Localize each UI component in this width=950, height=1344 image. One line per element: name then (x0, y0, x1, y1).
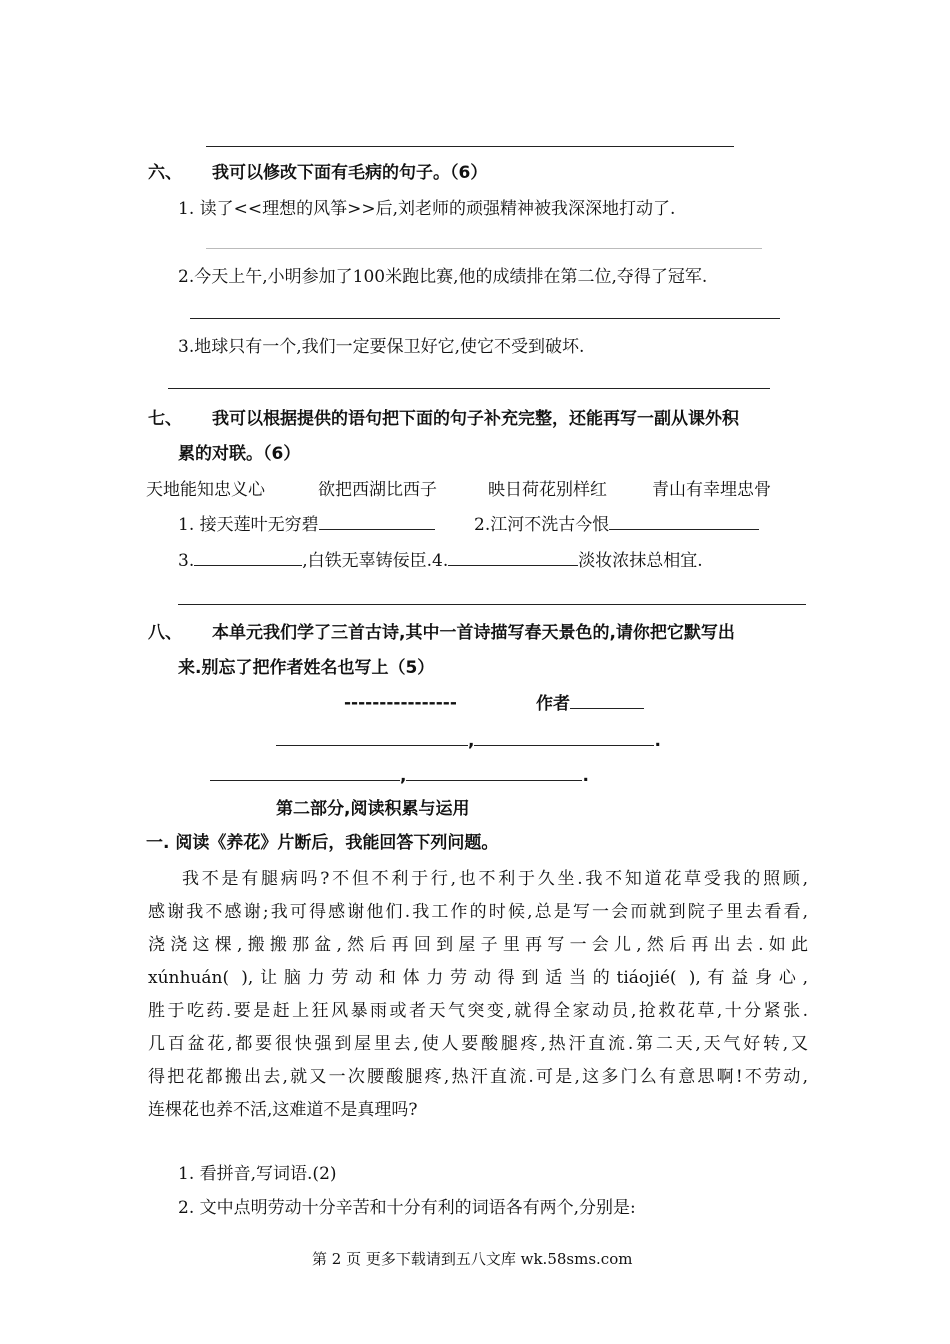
poem-line-1 (276, 729, 661, 752)
section-8-title-line-2: 来.别忘了把作者姓名也写上（5） (178, 658, 435, 678)
couplet-q2-text: 2.江河不洗古今恨 (474, 515, 610, 535)
passage-line: 得把花都搬出去,就又一次腰酸腿疼,热汗直流.可是,这多门么有意思啊!不劳动, (148, 1067, 808, 1087)
passage-line: xúnhuán( ),让脑力劳动和体力劳动得到适当的tiáojié( ),有益身心, (148, 968, 808, 988)
poem-line-1-blank-a[interactable] (276, 729, 468, 746)
poem-line-2-comma: , (400, 766, 407, 786)
option-3: 映日荷花别样红 (488, 480, 607, 500)
section-6-sentence-3: 3.地球只有一个,我们一定要保卫好它,使它不受到破坏. (178, 337, 585, 357)
passage-line: 连棵花也养不活,这难道不是真理吗? (148, 1100, 418, 1120)
section-7-number: 七、 (148, 409, 182, 429)
section-6-number: 六、 (148, 163, 182, 183)
couplet-q1-text: 1. 接天莲叶无穷碧 (178, 515, 319, 535)
couplet-question-3-4 (178, 549, 703, 572)
answer-line-7 (178, 604, 806, 605)
couplet-question-1 (178, 513, 435, 536)
answer-line-6-2 (190, 318, 780, 319)
answer-line-6-1 (206, 248, 762, 249)
passage-line: 几百盆花,都要很快强到屋里去,使人要酸腿疼,热汗直流.第二天,天气好转,又 (148, 1034, 808, 1054)
passage-line: 浇浇这棵,搬搬那盆,然后再回到屋子里再写一会儿,然后再出去.如此 (148, 935, 808, 955)
passage-line: 感谢我不感谢;我可得感谢他们.我工作的时候,总是写一会而就到院子里去看看, (148, 902, 808, 922)
passage-line: 胜于吃药.要是赶上狂风暴雨或者天气突变,就得全家动员,抢救花草,十分紧张. (148, 1001, 808, 1021)
reading-passage (148, 863, 808, 1127)
poem-line-1-comma: , (468, 731, 475, 751)
poem-author (536, 692, 644, 715)
author-blank[interactable] (570, 692, 644, 709)
answer-line-top (206, 146, 734, 147)
section-8-number: 八、 (148, 623, 182, 643)
section-6-sentence-2: 2.今天上午,小明参加了100米跑比赛,他的成绩排在第二位,夺得了冠军. (178, 267, 708, 287)
couplet-q3-number: 3. (178, 551, 195, 571)
section-7-title-line-2: 累的对联。（6） (178, 444, 301, 464)
poem-line-2 (210, 764, 589, 787)
couplet-question-2 (474, 513, 759, 536)
page-footer: 第 2 页 更多下载请到五八文库 wk.58sms.com (312, 1250, 633, 1268)
part-2-heading: 第二部分,阅读积累与运用 (276, 799, 470, 819)
reading-sub-question-1: 1. 看拼音,写词语.(2) (178, 1164, 337, 1184)
couplet-q4-text: 淡妆浓抹总相宜. (578, 551, 703, 571)
section-7-title-line-1: 我可以根据提供的语句把下面的句子补充完整，还能再写一副从课外积 (212, 409, 739, 429)
author-label: 作者 (536, 694, 570, 714)
section-6-sentence-1: 1. 读了<<理想的风筝>>后,刘老师的顽强精神被我深深地打动了. (178, 199, 676, 219)
answer-line-6-3 (168, 388, 770, 389)
poem-line-1-period: . (654, 731, 661, 751)
couplet-q1-blank[interactable] (319, 513, 435, 530)
option-2: 欲把西湖比西子 (318, 480, 437, 500)
reading-question-1-title: 一. 阅读《养花》片断后，我能回答下列问题。 (146, 833, 499, 853)
reading-sub-question-2: 2. 文中点明劳动十分辛苦和十分有利的词语各有两个,分别是: (178, 1198, 636, 1218)
poem-line-1-blank-b[interactable] (474, 729, 654, 746)
option-4: 青山有幸埋忠骨 (652, 480, 771, 500)
poem-title-dashes[interactable]: ---------------- (344, 693, 457, 713)
poem-line-2-blank-a[interactable] (210, 764, 400, 781)
section-8-title-line-1: 本单元我们学了三首古诗,其中一首诗描写春天景色的,请你把它默写出 (212, 623, 735, 643)
section-6-title: 我可以修改下面有毛病的句子。（6） (212, 163, 488, 183)
couplet-q3-text: ,白铁无辜铸佞臣. (302, 551, 433, 571)
poem-line-2-period: . (582, 766, 589, 786)
poem-line-2-blank-b[interactable] (406, 764, 582, 781)
couplet-q3-blank[interactable] (194, 549, 302, 566)
couplet-q2-blank[interactable] (609, 513, 759, 530)
option-1: 天地能知忠义心 (146, 480, 265, 500)
passage-line: 我不是有腿病吗?不但不利于行,也不利于久坐.我不知道花草受我的照顾, (182, 869, 808, 889)
couplet-q4-number: 4. (432, 551, 449, 571)
couplet-q4-blank[interactable] (448, 549, 578, 566)
